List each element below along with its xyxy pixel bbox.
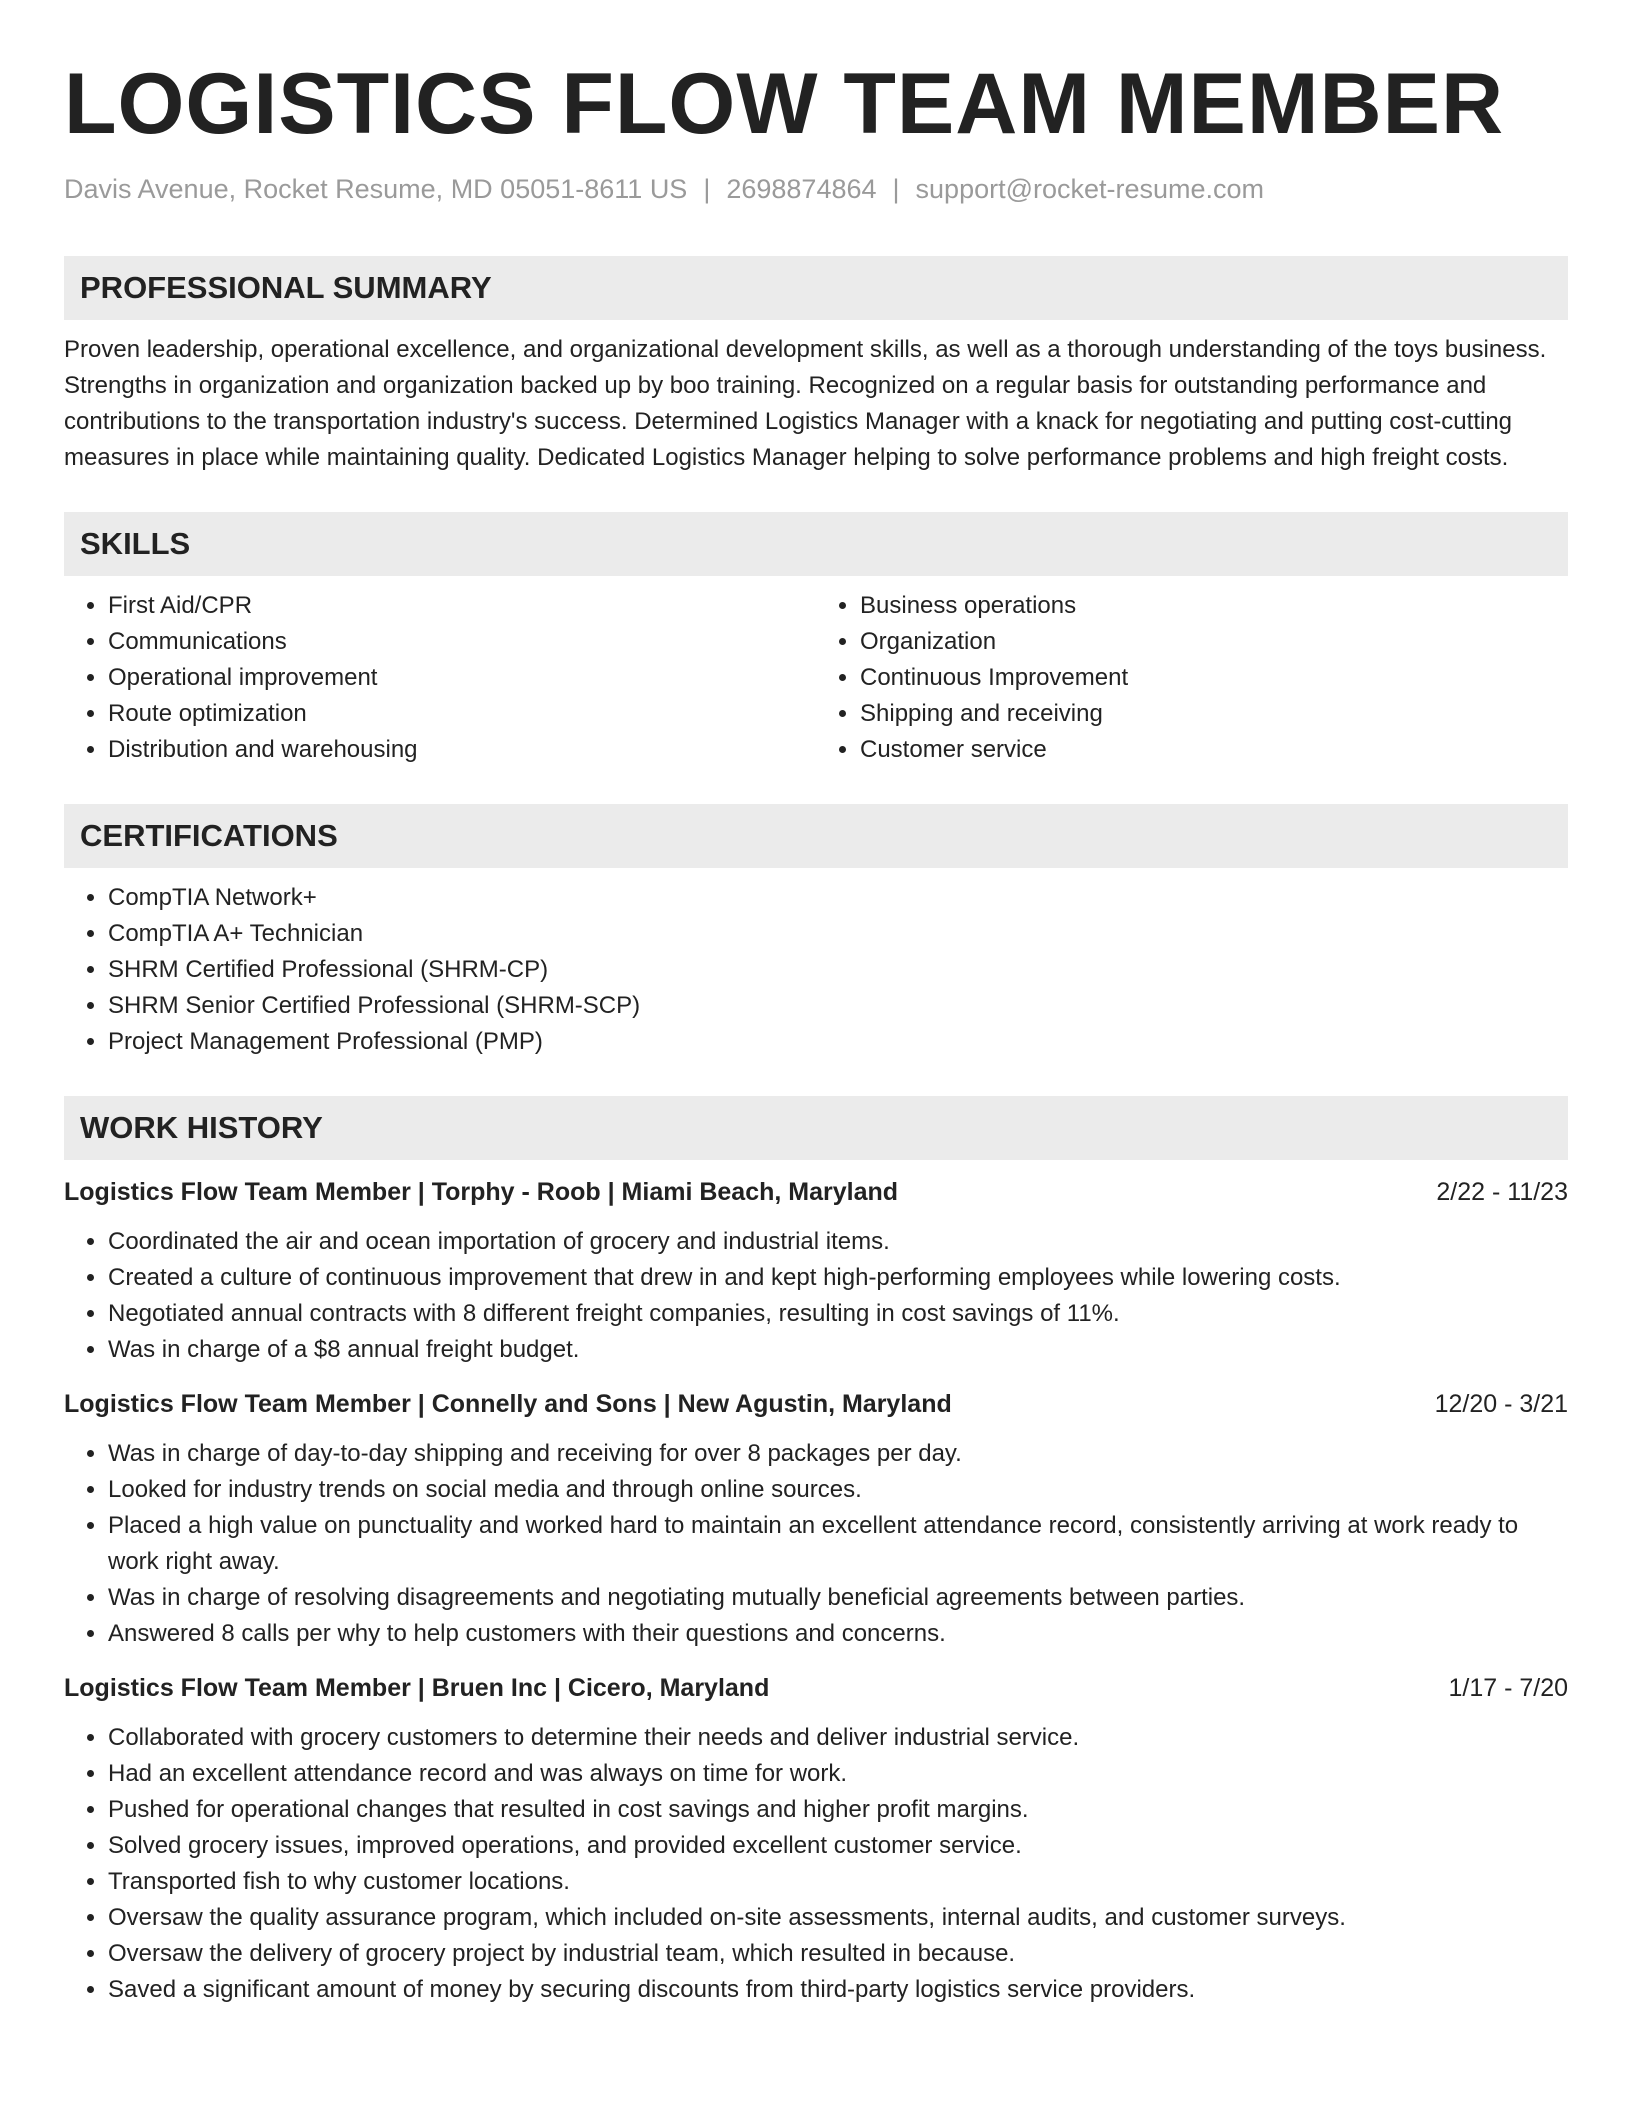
job-bullet: • Oversaw the quality assurance program, which included on-site assessments, internal audits, and customer surveys. bbox=[108, 1900, 1568, 1936]
job-bullet: • Solved grocery issues, improved operations, and provided excellent customer service. bbox=[108, 1828, 1568, 1864]
job-bullet: • Was in charge of a $8 annual freight budget. bbox=[108, 1332, 1568, 1368]
skill-item: • Organization bbox=[860, 624, 1568, 660]
skill-item: • Communications bbox=[108, 624, 816, 660]
job-bullet: • Answered 8 calls per why to help customers with their questions and concerns. bbox=[108, 1616, 1568, 1652]
summary-text: Proven leadership, operational excellence, and organizational development skills, as well as a thorough understanding of the toys business. Strengths in organization and organization backed up by boo training. Recognized on a regular basis for outstanding performance and contributions to the transportation industry's success. Determined Logistics Manager with a knack for negotiating and putting cost-cutting measures in place while maintaining quality. Dedicated Logistics Manager helping to solve performance problems and high freight costs. bbox=[64, 336, 1547, 471]
job-bullets bbox=[64, 1436, 1568, 1652]
certification-item: • CompTIA A+ Technician bbox=[108, 916, 1568, 952]
certification-item: • SHRM Certified Professional (SHRM-CP) bbox=[108, 952, 1568, 988]
skill-item: • Distribution and warehousing bbox=[108, 732, 816, 768]
job-bullet: • Pushed for operational changes that resulted in cost savings and higher profit margins. bbox=[108, 1792, 1568, 1828]
skills-columns bbox=[64, 576, 1568, 768]
skills-list-left bbox=[64, 588, 816, 768]
skill-item: • Operational improvement bbox=[108, 660, 816, 696]
job-entry bbox=[64, 1670, 1568, 2008]
job-entry bbox=[64, 1174, 1568, 1368]
job-bullet: • Was in charge of day-to-day shipping and receiving for over 8 packages per day. bbox=[108, 1436, 1568, 1472]
skills-list-right bbox=[816, 588, 1568, 768]
work-history-list bbox=[64, 1174, 1568, 2008]
skill-item: • Business operations bbox=[860, 588, 1568, 624]
job-bullet: • Saved a significant amount of money by securing discounts from third-party logistics service providers. bbox=[108, 1972, 1568, 2008]
contact-email: support@rocket-resume.com bbox=[915, 174, 1265, 204]
contact-line bbox=[64, 172, 1568, 206]
section-heading-certifications: CERTIFICATIONS bbox=[64, 804, 1568, 868]
job-bullet: • Had an excellent attendance record and was always on time for work. bbox=[108, 1756, 1568, 1792]
job-bullet: • Was in charge of resolving disagreements and negotiating mutually beneficial agreements between parties. bbox=[108, 1580, 1568, 1616]
contact-separator: | bbox=[703, 174, 711, 204]
job-dates: 12/20 - 3/21 bbox=[1434, 1390, 1568, 1418]
job-bullet: • Looked for industry trends on social media and through online sources. bbox=[108, 1472, 1568, 1508]
certification-item: • Project Management Professional (PMP) bbox=[108, 1024, 1568, 1060]
job-bullet: • Placed a high value on punctuality and worked hard to maintain an excellent attendance record, consistently arriving at work ready to work right away. bbox=[108, 1508, 1568, 1580]
job-title: Logistics Flow Team Member | Connelly and Sons | New Agustin, Maryland bbox=[64, 1390, 952, 1418]
job-bullets bbox=[64, 1224, 1568, 1368]
contact-address: Davis Avenue, Rocket Resume, MD 05051-8611 US bbox=[64, 174, 688, 204]
section-heading-skills: SKILLS bbox=[64, 512, 1568, 576]
job-dates: 1/17 - 7/20 bbox=[1448, 1674, 1568, 1702]
job-bullet: • Created a culture of continuous improvement that drew in and kept high-performing employees while lowering costs. bbox=[108, 1260, 1568, 1296]
skill-item: • Shipping and receiving bbox=[860, 696, 1568, 732]
job-bullets bbox=[64, 1720, 1568, 2008]
job-bullet: • Coordinated the air and ocean importation of grocery and industrial items. bbox=[108, 1224, 1568, 1260]
skill-item: • Continuous Improvement bbox=[860, 660, 1568, 696]
candidate-name: LOGISTICS FLOW TEAM MEMBER bbox=[64, 56, 1505, 152]
job-dates: 2/22 - 11/23 bbox=[1436, 1178, 1568, 1206]
certification-item: • CompTIA Network+ bbox=[108, 880, 1568, 916]
job-header bbox=[64, 1174, 1568, 1210]
contact-phone: 2698874864 bbox=[726, 174, 877, 204]
job-header bbox=[64, 1386, 1568, 1422]
job-bullet: • Transported fish to why customer locations. bbox=[108, 1864, 1568, 1900]
skill-item: • Customer service bbox=[860, 732, 1568, 768]
skill-item: • First Aid/CPR bbox=[108, 588, 816, 624]
job-entry bbox=[64, 1386, 1568, 1652]
job-bullet: • Oversaw the delivery of grocery project by industrial team, which resulted in because. bbox=[108, 1936, 1568, 1972]
section-heading-summary: PROFESSIONAL SUMMARY bbox=[64, 256, 1568, 320]
certifications-list bbox=[64, 880, 1568, 1060]
job-title: Logistics Flow Team Member | Bruen Inc | Cicero, Maryland bbox=[64, 1674, 770, 1702]
job-title: Logistics Flow Team Member | Torphy - Roob | Miami Beach, Maryland bbox=[64, 1178, 899, 1206]
job-header bbox=[64, 1670, 1568, 1706]
section-heading-work-history: WORK HISTORY bbox=[64, 1096, 1568, 1160]
job-bullet: • Collaborated with grocery customers to determine their needs and deliver industrial service. bbox=[108, 1720, 1568, 1756]
skill-item: • Route optimization bbox=[108, 696, 816, 732]
contact-separator: | bbox=[892, 174, 900, 204]
certification-item: • SHRM Senior Certified Professional (SHRM-SCP) bbox=[108, 988, 1568, 1024]
job-bullet: • Negotiated annual contracts with 8 different freight companies, resulting in cost savings of 11%. bbox=[108, 1296, 1568, 1332]
